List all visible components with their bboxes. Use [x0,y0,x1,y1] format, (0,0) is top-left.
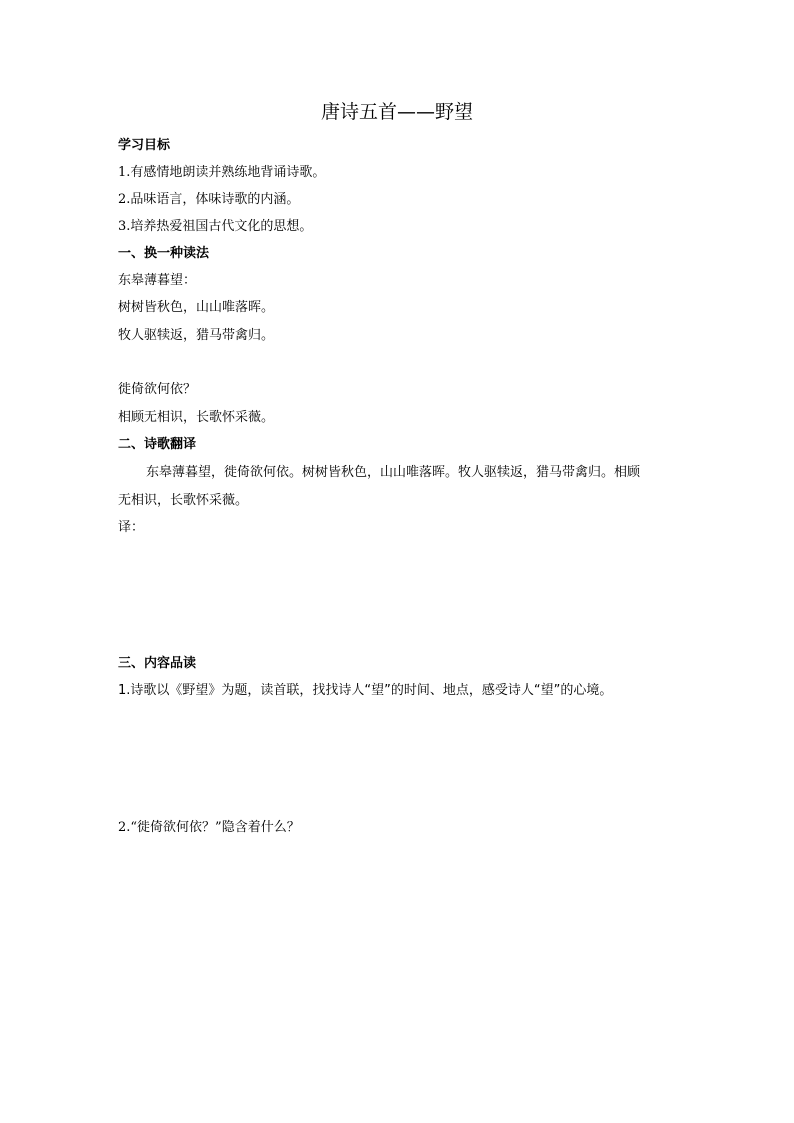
section1-heading: 一、换一种读法 [118,246,210,261]
section1-line-4: 徙倚欲何依？ [118,382,197,397]
translate-label: 译： [118,520,145,535]
objective-item-3: 3.培养热爱祖国古代文化的思想。 [118,219,313,234]
section1-line-5: 相顾无相识，长歌怀采薇。 [118,410,275,425]
question-1: 1.诗歌以《野望》为题，读首联，找找诗人“望”的时间、地点，感受诗人“望”的心境。 [118,683,613,698]
objective-item-1: 1.有感情地朗读并熟练地背诵诗歌。 [118,165,326,180]
question-2: 2.“徙倚欲何依？”隐含着什么？ [118,820,300,835]
section1-line-3: 牧人驱犊返，猎马带禽归。 [118,328,275,343]
section2-poem-line-2: 无相识，长歌怀采薇。 [118,493,249,508]
section1-line-1: 东皋薄暮望： [118,273,197,288]
objective-item-2: 2.品味语言，体味诗歌的内涵。 [118,192,300,207]
objectives-heading: 学习目标 [118,138,171,153]
section1-line-2: 树树皆秋色，山山唯落晖。 [118,300,275,315]
section2-poem-line-1: 东皋薄暮望，徙倚欲何依。树树皆秋色，山山唯落晖。牧人驱犊返，猎马带禽归。相顾 [146,465,641,480]
section3-heading: 三、内容品读 [118,656,197,671]
section2-heading: 二、诗歌翻译 [118,437,197,452]
page-title: 唐诗五首——野望 [320,101,473,123]
